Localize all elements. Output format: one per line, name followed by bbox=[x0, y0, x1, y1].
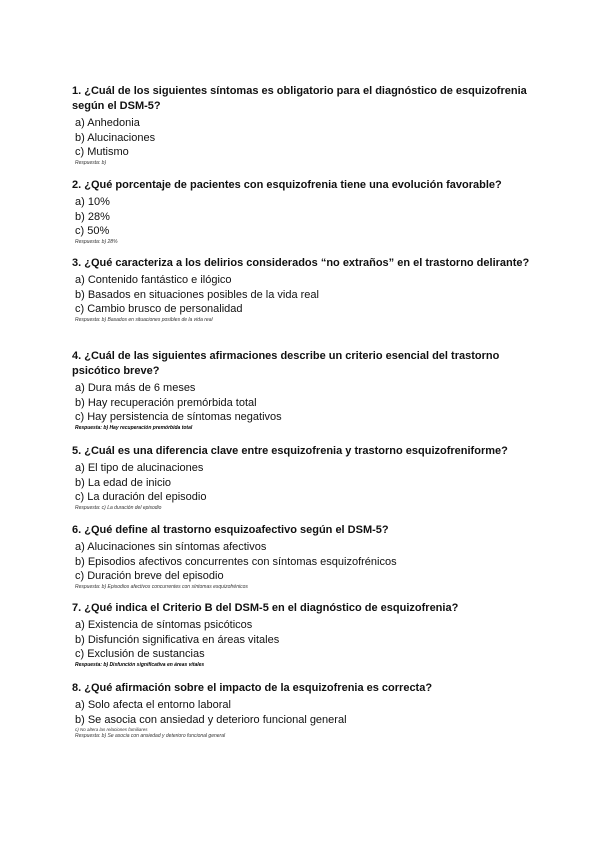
answer: Respuesta: b) Disfunción significativa en áreas vitales bbox=[75, 661, 205, 668]
option-c-note: c) No altera las relaciones familiares bbox=[75, 727, 148, 733]
option-c: c) Exclusión de sustancias bbox=[75, 648, 205, 661]
option-b: b) Hay recuperación premórbida total bbox=[75, 396, 257, 409]
option-a: a) Dura más de 6 meses bbox=[75, 382, 196, 394]
option-a: a) Contenido fantástico e ilógico bbox=[75, 274, 232, 286]
answer: Respuesta: b) Basados en situaciones posibles de la vida real bbox=[75, 316, 213, 323]
option-a: a) El tipo de alucinaciones bbox=[75, 462, 204, 474]
question-4 bbox=[72, 349, 542, 432]
answer: Respuesta: b) Hay recuperación premórbida total bbox=[75, 424, 193, 431]
question-text: 7. ¿Qué indica el Criterio B del DSM-5 en el diagnóstico de esquizofrenia? bbox=[72, 602, 459, 614]
question-text: 5. ¿Cuál es una diferencia clave entre esquizofrenia y trastorno esquizofreniforme? bbox=[72, 445, 508, 457]
option-c: c) Hay persistencia de síntomas negativos bbox=[75, 411, 282, 424]
option-b: b) Disfunción significativa en áreas vitales bbox=[75, 633, 280, 646]
question-text: 3. ¿Qué caracteriza a los delirios considerados “no extraños” en el trastorno delirante? bbox=[72, 257, 530, 269]
option-a: a) Existencia de síntomas psicóticos bbox=[75, 619, 253, 631]
option-a: a) Anhedonia bbox=[75, 117, 140, 129]
answer: Respuesta: b) bbox=[75, 159, 107, 166]
option-b: b) Episodios afectivos concurrentes con síntomas esquizofrénicos bbox=[75, 555, 397, 568]
question-5 bbox=[72, 444, 542, 512]
question-8 bbox=[72, 681, 542, 740]
question-3 bbox=[72, 256, 542, 324]
answer: Respuesta: b) 28% bbox=[75, 238, 118, 245]
question-text: 4. ¿Cuál de las siguientes afirmaciones describe un criterio esencial del trastorno psicótico breve? bbox=[72, 350, 500, 377]
answer: Respuesta: b) Se asocia con ansiedad y deterioro funcional general bbox=[75, 733, 226, 740]
option-b: b) 28% bbox=[75, 210, 110, 223]
question-text: 2. ¿Qué porcentaje de pacientes con esquizofrenia tiene una evolución favorable? bbox=[72, 179, 502, 191]
option-c: c) Duración breve del episodio bbox=[75, 570, 224, 583]
option-c: c) 50% bbox=[75, 225, 110, 238]
option-b: b) Alucinaciones bbox=[75, 131, 156, 144]
question-text: 8. ¿Qué afirmación sobre el impacto de la esquizofrenia es correcta? bbox=[72, 682, 433, 694]
option-a: a) Alucinaciones sin síntomas afectivos bbox=[75, 541, 267, 553]
question-7 bbox=[72, 601, 542, 669]
option-a: a) Solo afecta el entorno laboral bbox=[75, 699, 231, 711]
option-c: c) Cambio brusco de personalidad bbox=[75, 303, 243, 316]
answer: Respuesta: c) La duración del episodio bbox=[75, 504, 162, 511]
option-c: c) La duración del episodio bbox=[75, 491, 207, 504]
question-text: 1. ¿Cuál de los siguientes síntomas es obligatorio para el diagnóstico de esquizofrenia según el DSM-5? bbox=[72, 85, 527, 112]
option-a: a) 10% bbox=[75, 196, 110, 208]
question-6 bbox=[72, 523, 542, 591]
question-text: 6. ¿Qué define al trastorno esquizoafectivo según el DSM-5? bbox=[72, 524, 389, 536]
answer: Respuesta: b) Episodios afectivos concurrentes con síntomas esquizofrénicos bbox=[75, 583, 248, 590]
option-b: b) Se asocia con ansiedad y deterioro funcional general bbox=[75, 713, 347, 726]
question-1 bbox=[72, 84, 542, 167]
option-c: c) Mutismo bbox=[75, 146, 129, 159]
question-2 bbox=[72, 178, 542, 246]
option-b: b) Basados en situaciones posibles de la vida real bbox=[75, 288, 319, 301]
option-b: b) La edad de inicio bbox=[75, 476, 172, 489]
